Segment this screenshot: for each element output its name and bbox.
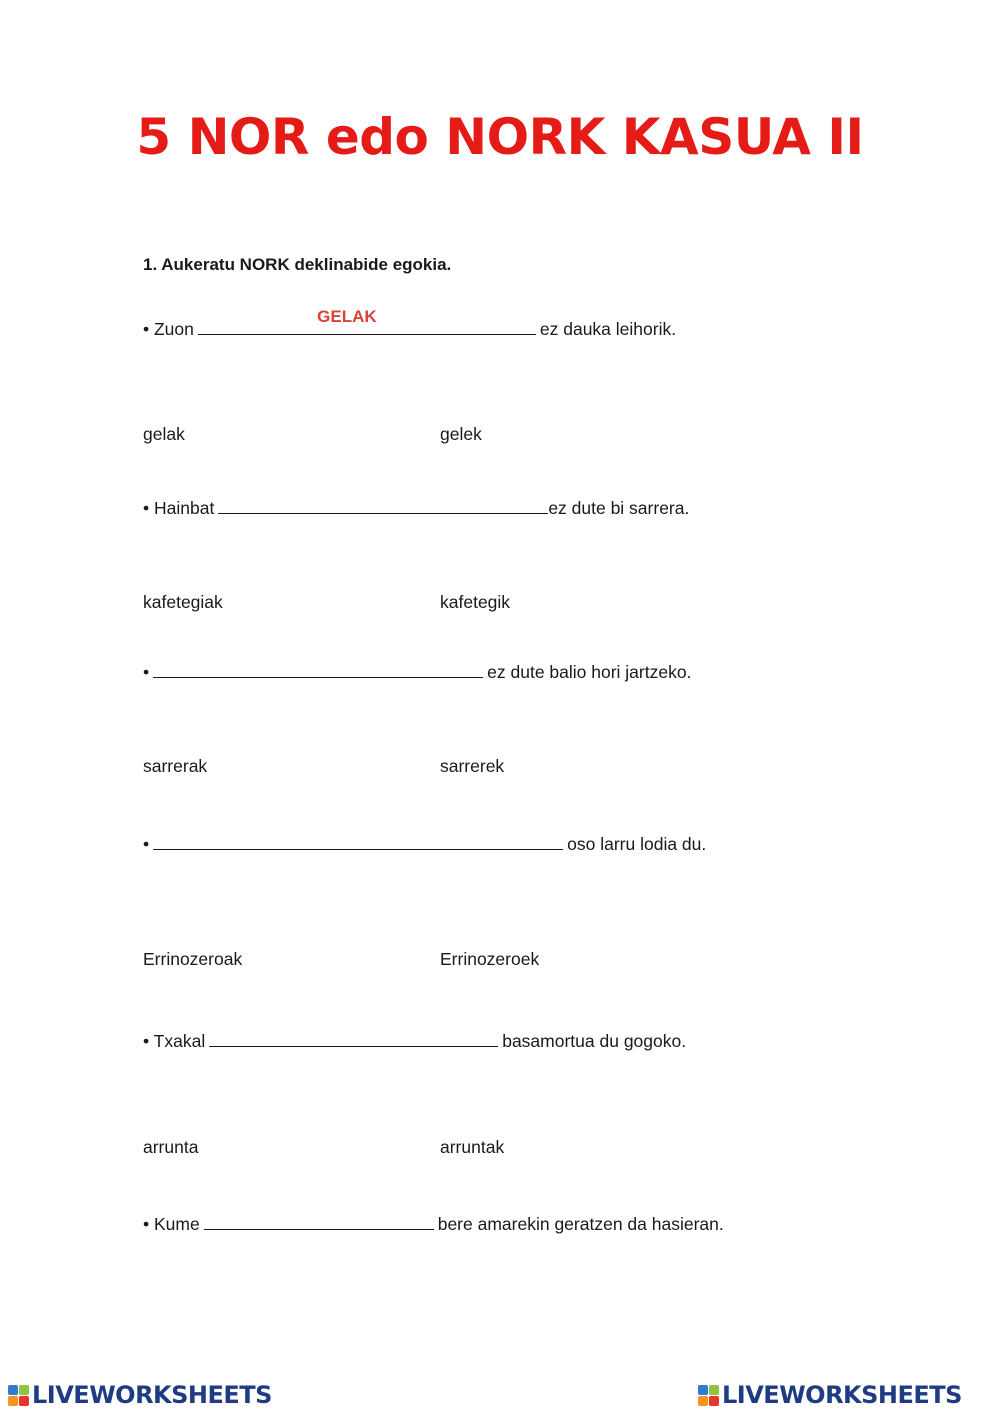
sentence-suffix: ez dauka leihorik. [539,319,677,339]
sentence-prefix: • Zuon [143,319,194,339]
sentence-4 [143,830,706,855]
answer-blank-1[interactable] [198,307,536,335]
option-2a[interactable]: kafetegiak [143,592,223,612]
answer-blank-6[interactable] [204,1210,434,1230]
sentence-1 [143,307,677,340]
footer-brand: LIVEWORKSHEETS [32,1381,272,1409]
option-4a[interactable]: Errinozeroak [143,949,243,969]
option-2b[interactable]: kafetegik [440,592,511,612]
sentence-suffix: basamortua du gogoko. [502,1031,687,1051]
sentence-suffix: ez dute bi sarrera. [548,498,690,518]
sentence-prefix: • Txakal [143,1031,206,1051]
option-1a[interactable]: gelak [143,424,185,444]
option-3a[interactable]: sarrerak [143,756,208,776]
liveworksheets-logo-icon [698,1385,719,1406]
sentence-suffix: ez dute balio hori jartzeko. [487,662,692,682]
footer-logo-right [698,1381,962,1409]
sentence-prefix: • [143,662,150,682]
answer-blank-2[interactable] [218,494,548,514]
footer-logo-left [8,1381,272,1409]
answer-text: GELAK [317,307,377,326]
sentence-prefix: • [143,834,150,854]
sentence-3 [143,658,691,683]
footer-brand: LIVEWORKSHEETS [722,1381,962,1409]
exercise-instruction: 1. Aukeratu NORK deklinabide egokia. [143,255,452,274]
option-4b[interactable]: Errinozeroek [440,949,540,969]
answer-blank-5[interactable] [209,1027,498,1047]
sentence-2 [143,494,689,519]
option-5a[interactable]: arrunta [143,1137,199,1157]
answer-blank-4[interactable] [153,830,563,850]
sentence-prefix: • Hainbat [143,498,215,518]
sentence-5 [143,1027,686,1052]
sentence-6 [143,1210,724,1235]
option-5b[interactable]: arruntak [440,1137,505,1157]
option-3b[interactable]: sarrerek [440,756,505,776]
answer-blank-3[interactable] [153,658,483,678]
page-title: 5 NOR edo NORK KASUA II [136,108,864,166]
sentence-suffix: oso larru lodia du. [567,834,707,854]
sentence-suffix: bere amarekin geratzen da hasieran. [437,1214,724,1234]
option-1b[interactable]: gelek [440,424,482,444]
sentence-prefix: • Kume [143,1214,200,1234]
liveworksheets-logo-icon [8,1385,29,1406]
